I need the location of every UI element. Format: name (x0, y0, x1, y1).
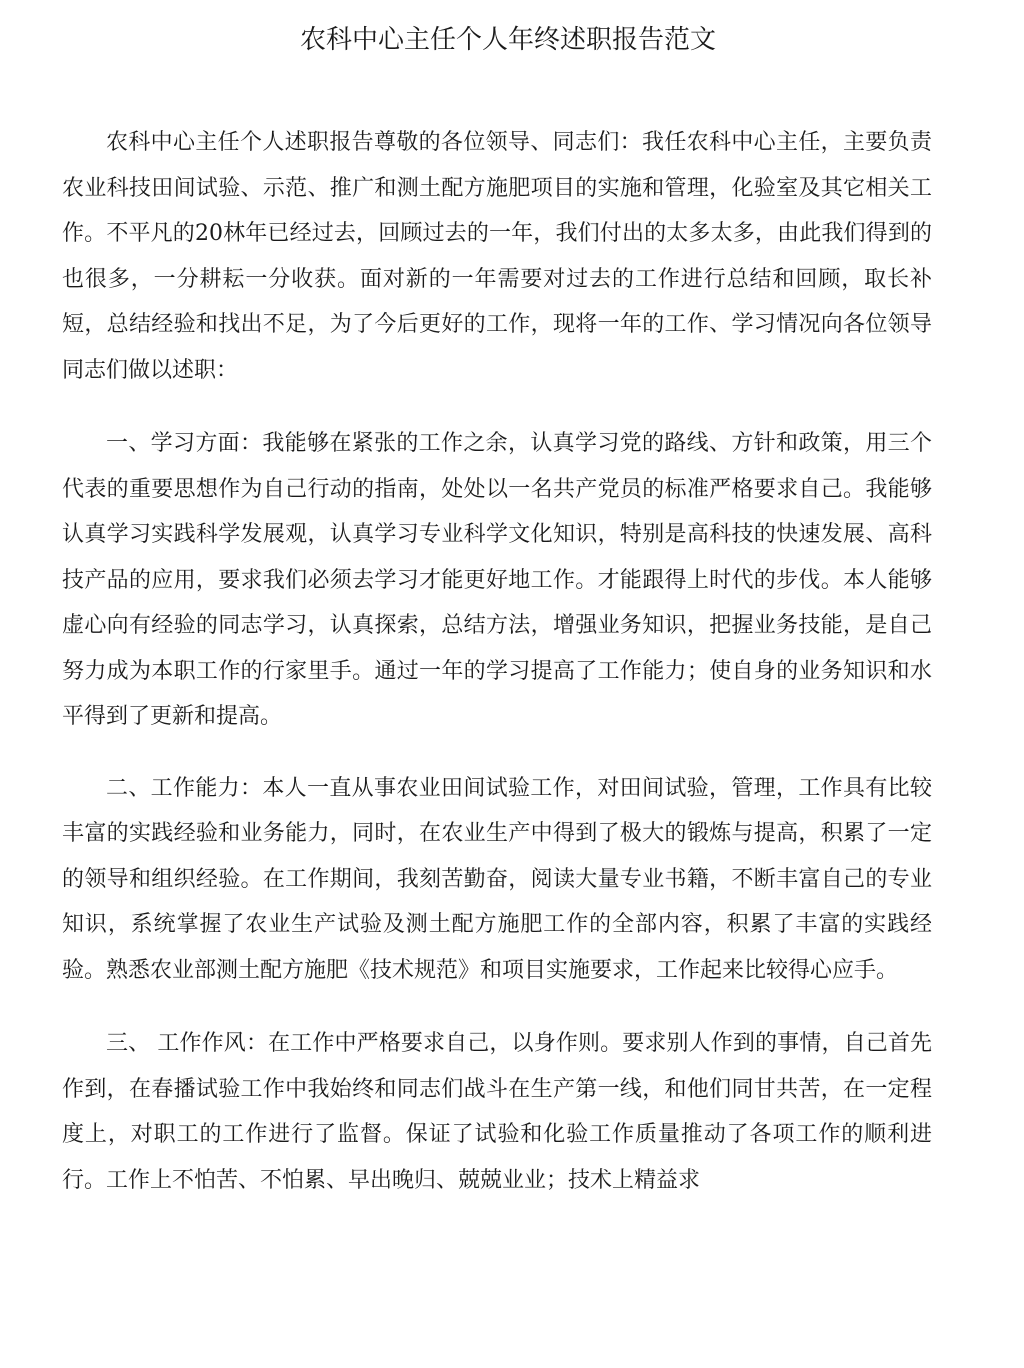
paragraph-ability: 二、工作能力：本人一直从事农业田间试验工作，对田间试验，管理，工作具有比较丰富的实践经验和业务能力，同时，在农业生产中得到了极大的锻炼与提高，积累了一定的领导和组织经验。在工作期间，我刻苦勤奋，阅读大量专业书籍，不断丰富自己的专业知识，系统掌握了农业生产试验及测土配方施肥工作的全部内容，积累了丰富的实践经验。熟悉农业部测土配方施肥《技术规范》和项目实施要求，工作起来比较得心应手。 (62, 775, 932, 983)
paragraph-style: 三、 工作作风：在工作中严格要求自己，以身作则。要求别人作到的事情，自己首先作到，在春播试验工作中我始终和同志们战斗在生产第一线，和他们同甘共苦，在一定程度上，对职工的工作进行了监督。保证了试验和化验工作质量推动了各项工作的顺利进行。工作上不怕苦、不怕累、早出晚归、兢兢业业；技术上精益求 (62, 1031, 932, 1193)
document-body (62, 120, 932, 1203)
document-title: 农科中心主任个人年终述职报告范文 (299, 25, 716, 55)
paragraph-study: 一、学习方面：我能够在紧张的工作之余，认真学习党的路线、方针和政策，用三个代表的重要思想作为自己行动的指南，处处以一名共产党员的标准严格要求自己。我能够认真学习实践科学发展观，认真学习专业科学文化知识，特别是高科技的快速发展、高科技产品的应用，要求我们必须去学习才能更好地工作。才能跟得上时代的步伐。本人能够虚心向有经验的同志学习，认真探索，总结方法，增强业务知识，把握业务技能，是自己努力成为本职工作的行家里手。通过一年的学习提高了工作能力；使自身的业务知识和水平得到了更新和提高。 (62, 431, 932, 729)
paragraph-intro: 农科中心主任个人述职报告尊敬的各位领导、同志们：我任农科中心主任，主要负责农业科技田间试验、示范、推广和测土配方施肥项目的实施和管理，化验室及其它相关工作。不平凡的20林年已经过去，回顾过去的一年，我们付出的太多太多，由此我们得到的也很多，一分耕耘一分收获。面对新的一年需要对过去的工作进行总结和回顾，取长补短，总结经验和找出不足，为了今后更好的工作，现将一年的工作、学习情况向各位领导同志们做以述职： (62, 130, 932, 383)
